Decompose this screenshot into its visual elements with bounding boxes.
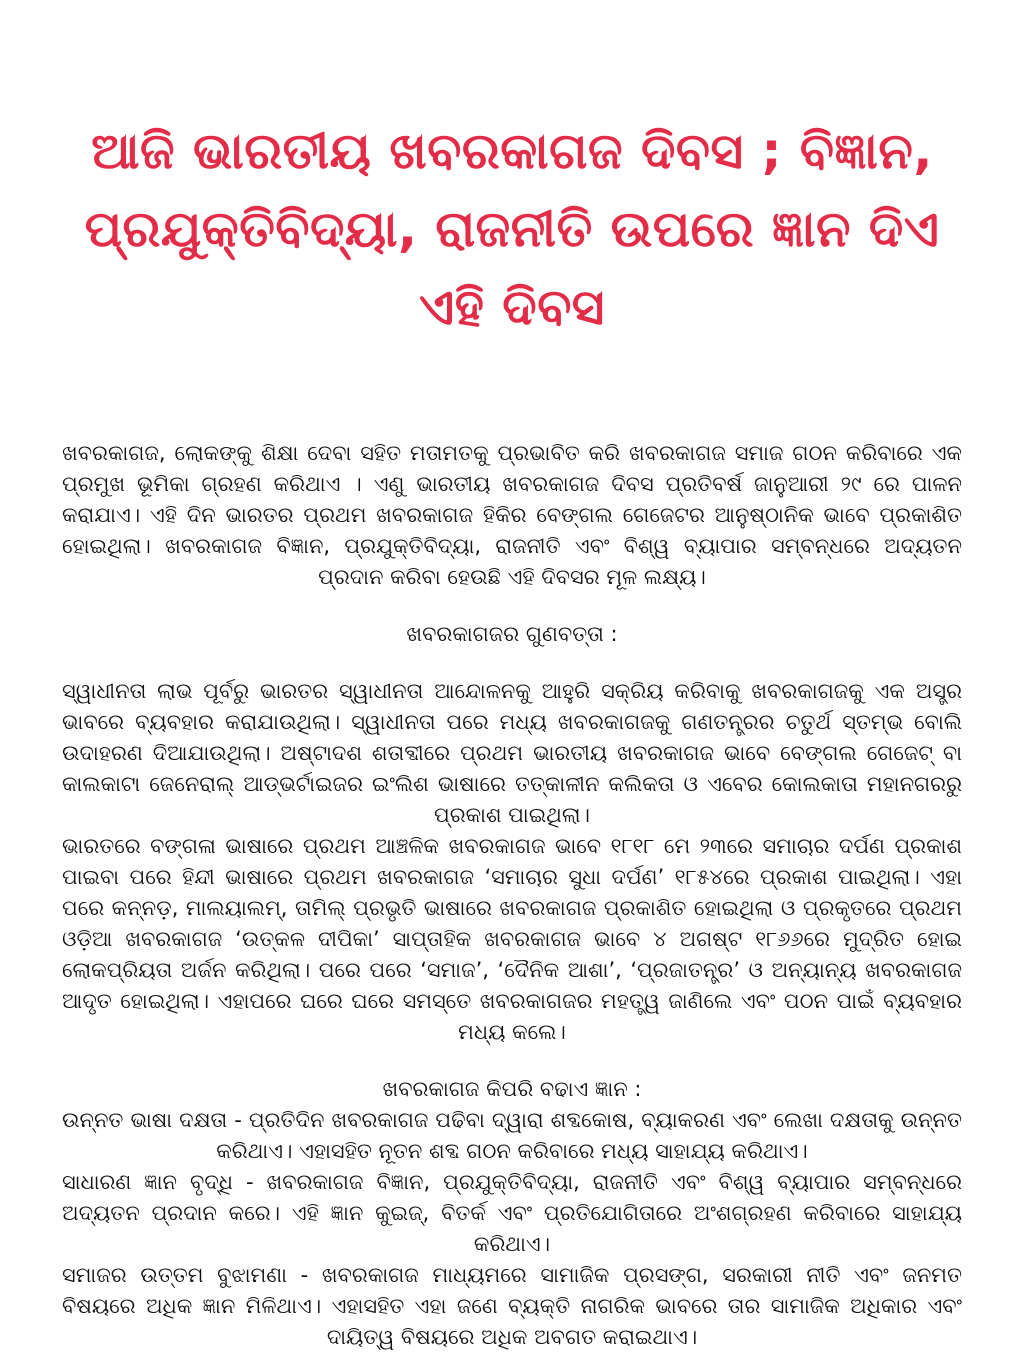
history-paragraph-2: ଭାରତରେ ବଙ୍ଗଳା ଭାଷାରେ ପ୍ରଥମ ଆଞ୍ଚଳିକ ଖବରକାଗଜ ଭାବେ ୧୮୧୮ ମେ ୨୩ରେ ସମାଚାର ଦର୍ପଣ ପ୍ରକାଶ ପାଇବା ପରେ ହିନ୍ଦୀ ଭାଷାରେ ପ୍ରଥମ ଖବରକାଗଜ ‘ସମାଚାର ସୁଧା ଦର୍ପଣ’ ୧୮୫୪ରେ ପ୍ରକାଶ ପାଇଥିଲା। ଏହା ପରେ କନ୍ନଡ଼, ମାଲୟାଲମ୍, ତାମିଲ୍ ପ୍ରଭୃତି ଭାଷାରେ ଖବରକାଗଜ ପ୍ରକାଶିତ ହୋଇଥିଲା ଓ ପ୍ରକୃତରେ ପ୍ରଥମ ଓଡ଼ିଆ ଖବରକାଗଜ ‘ଉତ୍କଳ ଦୀପିକା’ ସାପ୍ତାହିକ ଖବରକାଗଜ ଭାବେ ୪ ଅଗଷ୍ଟ ୧୮୬୬ରେ ମୁଦ୍ରିତ ହୋଇ ଲୋକପ୍ରିୟତା ଅର୍ଜନ କରିଥିଲା। ପରେ ପରେ ‘ସମାଜ’, ‘ଦୈନିକ ଆଶା’, ‘ପ୍ରଜାତନ୍ତ୍ର’ ଓ ଅନ୍ୟାନ୍ୟ ଖବରକାଗଜ ଆଦୃତ ହୋଇଥିଲା। ଏହାପରେ ଘରେ ଘରେ ସମସ୍ତେ ଖବରକାଗଜର ମହତ୍ତ୍ୱ ଜାଣିଲେ ଏବଂ ପଠନ ପାଇଁ ବ୍ୟବହାର ମଧ୍ୟ କଲେ। — [62, 834, 962, 1044]
knowledge-points — [62, 1105, 962, 1353]
section-heading-knowledge: ଖବରକାଗଜ କିପରି ବଢାଏ ଜ୍ଞାନ : — [382, 1077, 642, 1101]
article-title: ଆଜି ଭାରତୀୟ ଖବରକାଗଜ ଦିବସ ; ବିଜ୍ଞାନ, ପ୍ରଯୁକ୍ତିବିଦ୍ୟା, ରାଜନୀତି ଉପରେ ଜ୍ଞାନ ଦିଏ ଏହି ଦିବସ — [84, 122, 940, 336]
point-general-knowledge: ସାଧାରଣ ଜ୍ଞାନ ବୃଦ୍ଧି - ଖବରକାଗଜ ବିଜ୍ଞାନ, ପ୍ରଯୁକ୍ତିବିଦ୍ୟା, ରାଜନୀତି ଏବଂ ବିଶ୍ୱ ବ୍ୟାପାର ସମ୍ବନ୍ଧରେ ଅଦ୍ୟତନ ପ୍ରଦାନ କରେ। ଏହି ଜ୍ଞାନ କୁଇଜ୍, ବିତର୍କ ଏବଂ ପ୍ରତିଯୋଗିତାରେ ଅଂଶଗ୍ରହଣ କରିବାରେ ସାହାଯ୍ୟ କରିଥାଏ। — [62, 1170, 962, 1256]
history-paragraph-1: ସ୍ୱାଧୀନତା ଲାଭ ପୂର୍ବରୁ ଭାରତର ସ୍ୱାଧୀନତା ଆନ୍ଦୋଳନକୁ ଆହୁରି ସକ୍ରିୟ କରିବାକୁ ଖବରକାଗଜକୁ ଏକ ଅସ୍ତ୍ର ଭାବରେ ବ୍ୟବହାର କରାଯାଉଥିଲା। ସ୍ୱାଧୀନତା ପରେ ମଧ୍ୟ ଖବରକାଗଜକୁ ଗଣତନ୍ତ୍ରର ଚତୁର୍ଥ ସ୍ତମ୍ଭ ବୋଲି ଉଦାହରଣ ଦିଆଯାଉଥିଲା। ଅଷ୍ଟାଦଶ ଶତାବ୍ଦୀରେ ପ୍ରଥମ ଭାରତୀୟ ଖବରକାଗଜ ଭାବେ ବେଙ୍ଗଲ ଗେଜେଟ୍ ବା କାଲକାଟା ଜେନେରାଲ୍ ଆଡ୍‌ଭର୍ଟାଇଜର ଇଂଲିଶ ଭାଷାରେ ତତ୍କାଳୀନ କଲିକତା ଓ ଏବେର କୋଲକାତା ମହାନଗରରୁ ପ୍ରକାଶ ପାଇଥିଲା। — [62, 679, 962, 827]
section-heading-qualities: ଖବରକାଗଜର ଗୁଣବତ୍ତା : — [406, 622, 618, 646]
point-language-skill: ଉନ୍ନତ ଭାଷା ଦକ୍ଷତା - ପ୍ରତିଦିନ ଖବରକାଗଜ ପଢିବା ଦ୍ୱାରା ଶବ୍ଦକୋଷ, ବ୍ୟାକରଣ ଏବଂ ଲେଖା ଦକ୍ଷତାକୁ ଉନ୍ନତ କରିଥାଏ। ଏହାସହିତ ନୂତନ ଶବ୍ଦ ଗଠନ କରିବାରେ ମଧ୍ୟ ସାହାଯ୍ୟ କରିଥାଏ। — [62, 1108, 962, 1163]
article-body — [62, 438, 962, 1353]
intro-paragraph: ଖବରକାଗଜ, ଲୋକଙ୍କୁ ଶିକ୍ଷା ଦେବା ସହିତ ମତାମତକୁ ପ୍ରଭାବିତ କରି ଖବରକାଗଜ ସମାଜ ଗଠନ କରିବାରେ ଏକ ପ୍ରମୁଖ ଭୂମିକା ଗ୍ରହଣ କରିଥାଏ । ଏଣୁ ଭାରତୀୟ ଖବରକାଗଜ ଦିବସ ପ୍ରତିବର୍ଷ ଜାନୁଆରୀ ୨୯ ରେ ପାଳନ କରାଯାଏ। ଏହି ଦିନ ଭାରତର ପ୍ରଥମ ଖବରକାଗଜ ହିକିର ବେଙ୍ଗଲ ଗେଜେଟର ଆନୁଷ୍ଠାନିକ ଭାବେ ପ୍ରକାଶିତ ହୋଇଥିଲା। ଖବରକାଗଜ ବିଜ୍ଞାନ, ପ୍ରଯୁକ୍ତିବିଦ୍ୟା, ରାଜନୀତି ଏବଂ ବିଶ୍ୱ ବ୍ୟାପାର ସମ୍ବନ୍ଧରେ ଅଦ୍ୟତନ ପ୍ରଦାନ କରିବା ହେଉଛି ଏହି ଦିବସର ମୂଳ ଲକ୍ଷ୍ୟ। — [62, 441, 962, 589]
point-society-understanding: ସମାଜର ଉତ୍ତମ ବୁଝାମଣା - ଖବରକାଗଜ ମାଧ୍ୟମରେ ସାମାଜିକ ପ୍ରସଙ୍ଗ, ସରକାରୀ ନୀତି ଏବଂ ଜନମତ ବିଷୟରେ ଅଧିକ ଜ୍ଞାନ ମିଳିଥାଏ। ଏହାସହିତ ଏହା ଜଣେ ବ୍ୟକ୍ତି ନାଗରିକ ଭାବରେ ତାର ସାମାଜିକ ଅଧିକାର ଏବଂ ଦାୟିତ୍ୱ ବିଷୟରେ ଅଧିକ ଅବଗତ କରାଇଥାଏ। — [62, 1263, 962, 1349]
